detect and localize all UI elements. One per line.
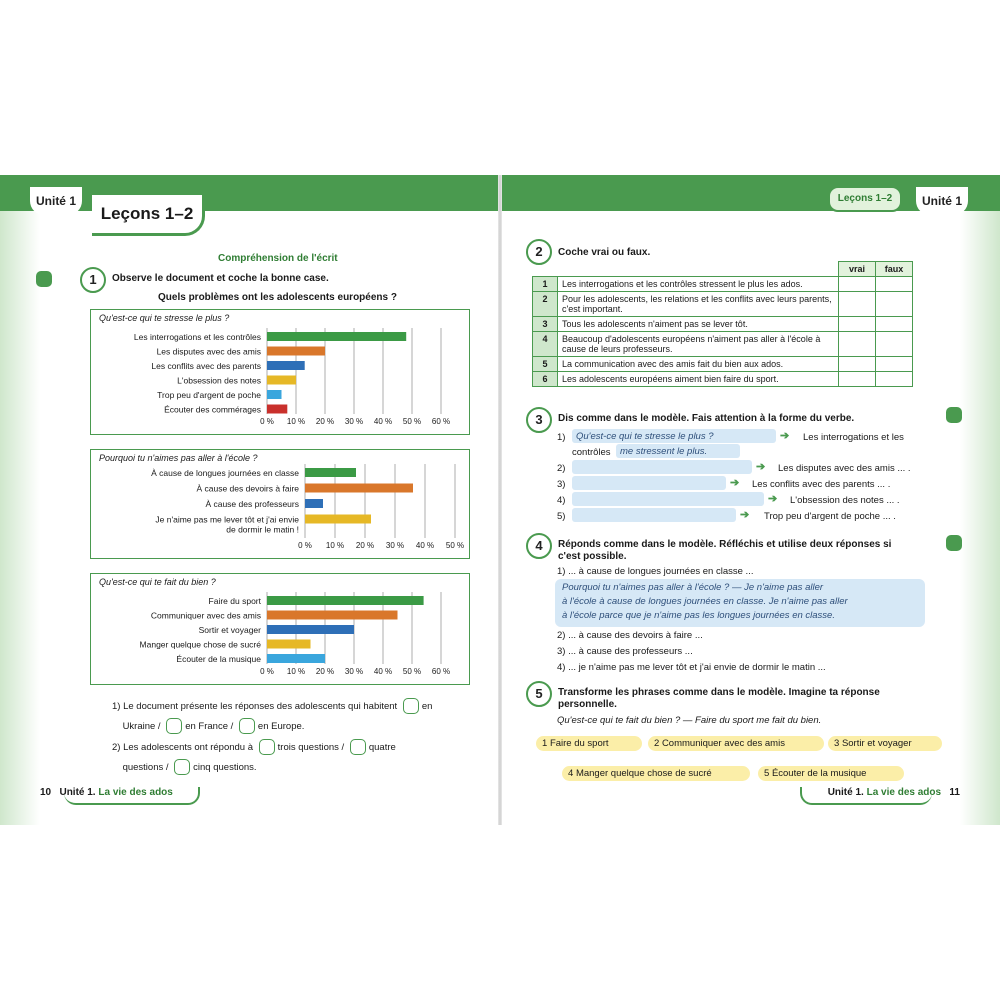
faux-cell[interactable]: [876, 292, 913, 317]
bar: [305, 484, 413, 493]
row-text: La communication avec des amis fait du bien aux ados.: [558, 357, 839, 372]
row-text: Pour les adolescents, les relations et les conflits avec leurs parents, c'est important.: [558, 292, 839, 317]
ex3-answer-field[interactable]: [572, 460, 752, 474]
faux-cell[interactable]: [876, 317, 913, 332]
ex5-item-text: Manger quelque chose de sucré: [575, 768, 712, 779]
section-heading: Compréhension de l'écrit: [218, 253, 338, 264]
footer-unit-left: Unité 1.: [59, 787, 96, 798]
ex3-answer-field[interactable]: [572, 476, 726, 490]
page-gutter: [498, 175, 502, 825]
tick-label: 20 %: [315, 417, 335, 426]
category-label: Manger quelque chose de sucré: [139, 639, 261, 650]
ex3-item-num: 4): [557, 495, 566, 506]
bar: [267, 361, 305, 370]
chart-stress: [90, 309, 470, 435]
tick-label: 30 %: [344, 417, 364, 426]
bar: [267, 640, 311, 649]
footer-title-right: La vie des ados: [866, 787, 942, 798]
ex5-model: Qu'est-ce qui te fait du bien ? — Faire du sport me fait du bien.: [557, 715, 822, 726]
ex3-answer-field[interactable]: [572, 508, 736, 522]
q2-questions: questions /: [122, 762, 169, 773]
category-label: Faire du sport: [208, 596, 261, 606]
ex4-model-line1: Pourquoi tu n'aimes pas aller à l'école ? — Je n'aime pas aller: [562, 582, 824, 593]
category-label: À cause de longues journées en classe: [151, 468, 299, 478]
checkbox-ukraine[interactable]: [403, 698, 419, 714]
q2-quatre: quatre: [368, 742, 396, 753]
faux-cell[interactable]: [876, 277, 913, 292]
bar: [267, 596, 424, 605]
ex3-item-num: 5): [557, 511, 566, 522]
chart-school: [90, 449, 470, 559]
tick-label: 0 %: [298, 541, 312, 550]
checkbox-cinq[interactable]: [174, 759, 190, 775]
footer-title-left: La vie des ados: [98, 787, 173, 798]
category-label: Sortir et voyager: [198, 625, 261, 635]
exercise-2-instruction: Coche vrai ou faux.: [558, 247, 651, 258]
row-text: Beaucoup d'adolescents européens n'aiment pas aller à l'école à cause de leurs professeurs.: [558, 332, 839, 357]
right-margin-fade: [960, 211, 1000, 825]
category-label: Communiquer avec des amis: [150, 610, 261, 621]
q1-ukraine: Ukraine /: [122, 721, 161, 732]
ex3-item-text: Les disputes avec des amis ... .: [778, 463, 911, 474]
tick-label: 50 %: [402, 417, 422, 426]
faux-cell[interactable]: [876, 357, 913, 372]
footer-underline-left: [64, 787, 200, 805]
row-text: Les interrogations et les contrôles stressent le plus les ados.: [558, 277, 839, 292]
bar: [267, 347, 325, 356]
bar: [305, 515, 371, 524]
tick-label: 40 %: [415, 541, 435, 550]
bar: [267, 332, 406, 341]
vrai-cell[interactable]: [839, 317, 876, 332]
row-number: 3: [533, 317, 558, 332]
vrai-cell[interactable]: [839, 372, 876, 387]
category-label: Trop peu d'argent de poche: [157, 390, 261, 400]
category-label: Les interrogations et les contrôles: [133, 332, 261, 342]
page-number-right: 11: [949, 787, 960, 798]
bar: [267, 376, 296, 385]
question-2-text: 2) Les adolescents ont répondu à: [112, 742, 254, 753]
bar: [267, 611, 398, 620]
ex5-item-num: 3: [834, 738, 840, 749]
exercise-number-2: 2: [526, 239, 552, 265]
category-label: Écouter des commérages: [164, 404, 261, 415]
faux-header: faux: [876, 262, 913, 277]
tick-label: 50 %: [402, 667, 422, 676]
ex4-line1: 1) ... à cause de longues journées en classe ...: [557, 566, 754, 577]
category-label: L'obsession des notes: [177, 375, 261, 386]
ex5-item: [648, 736, 824, 751]
arrow-icon: ➔: [768, 493, 778, 505]
tick-label: 40 %: [373, 417, 393, 426]
faux-cell[interactable]: [876, 332, 913, 357]
vrai-cell[interactable]: [839, 292, 876, 317]
ex3-item-text: Trop peu d'argent de poche ... .: [764, 511, 896, 522]
left-margin-fade: [0, 211, 40, 825]
ex3-answer-field[interactable]: [572, 492, 764, 506]
checkbox-trois[interactable]: [259, 739, 275, 755]
question-1-text: 1) Le document présente les réponses des adolescents qui habitent: [112, 701, 398, 712]
ex5-item-text: Sortir et voyager: [841, 738, 912, 749]
ex3-item-text: Les conflits avec des parents ... .: [752, 479, 891, 490]
bar: [267, 405, 287, 414]
tick-label: 0 %: [260, 667, 274, 676]
exercise-number-4: 4: [526, 533, 552, 559]
unit-tab-right: Unité 1: [916, 187, 968, 215]
footer-unit-right: Unité 1.: [827, 787, 864, 798]
ex5-item-num: 2: [654, 738, 660, 749]
ex5-item: [758, 766, 904, 781]
ex4-line4: 4) ... je n'aime pas me lever tôt et j'ai envie de dormir le matin ...: [557, 662, 826, 673]
row-number: 2: [533, 292, 558, 317]
page-number-left: 10: [40, 787, 52, 798]
category-label: À cause des professeurs: [205, 499, 299, 509]
tick-label: 20 %: [355, 541, 375, 550]
row-number: 4: [533, 332, 558, 357]
category-label: Les disputes avec des amis: [156, 346, 261, 357]
tick-label: 30 %: [344, 667, 364, 676]
q1-en: en: [421, 701, 433, 712]
book-icon: [36, 271, 52, 287]
vrai-cell[interactable]: [839, 332, 876, 357]
chart-title: Qu'est-ce qui te stresse le plus ?: [99, 313, 230, 323]
chart-title: Qu'est-ce qui te fait du bien ?: [99, 577, 216, 587]
tick-label: 20 %: [315, 667, 335, 676]
true-false-table: [532, 261, 913, 387]
ex4-line2: 2) ... à cause des devoirs à faire ...: [557, 630, 703, 641]
ex5-item-text: Écouter de la musique: [771, 768, 867, 779]
ex5-item-text: Faire du sport: [549, 738, 609, 749]
checkbox-france[interactable]: [166, 718, 182, 734]
bar: [267, 390, 282, 399]
bar: [267, 654, 325, 663]
ex4-model-line3: à l'école parce que je n'aime pas les longues journées en classe.: [562, 610, 835, 621]
question-1: [112, 697, 472, 737]
ex3-line1-answer: Les interrogations et les: [803, 432, 904, 443]
ex4-model-line2: à l'école à cause de longues journées en classe. Je n'aime pas aller: [562, 596, 848, 607]
ex5-item: [536, 736, 642, 751]
category-label: Les conflits avec des parents: [151, 361, 261, 371]
vrai-cell[interactable]: [839, 277, 876, 292]
exercise-1-instruction: Observe le document et coche la bonne case.: [112, 273, 329, 284]
ex3-line1-question: Qu'est-ce qui te stresse le plus ?: [576, 431, 714, 442]
ex3-line1b-hand: me stressent le plus.: [620, 446, 708, 457]
bar: [267, 625, 354, 634]
tick-label: 10 %: [286, 417, 306, 426]
exercise-1-question: Quels problèmes ont les adolescents européens ?: [158, 292, 397, 303]
row-number: 6: [533, 372, 558, 387]
footer-underline-right: [800, 787, 932, 805]
chart-title: Pourquoi tu n'aimes pas aller à l'école ?: [99, 453, 258, 463]
ex3-item-text: L'obsession des notes ... .: [790, 495, 900, 506]
category-label: À cause des devoirs à faire: [196, 483, 299, 494]
row-number: 5: [533, 357, 558, 372]
q1-europe: en Europe.: [257, 721, 305, 732]
textbook-spread: [0, 175, 1000, 825]
lessons-title: Leçons 1–2: [92, 195, 205, 236]
arrow-icon: ➔: [756, 461, 766, 473]
exercise-number-3: 3: [526, 407, 552, 433]
tick-label: 50 %: [445, 541, 465, 550]
tick-label: 60 %: [431, 667, 451, 676]
category-label: de dormir le matin !: [226, 524, 299, 535]
question-2: [112, 738, 472, 778]
ex5-item: [828, 736, 942, 751]
row-text: Les adolescents européens aiment bien faire du sport.: [558, 372, 839, 387]
ex5-item-num: 1: [542, 738, 548, 749]
faux-cell[interactable]: [876, 372, 913, 387]
tick-label: 30 %: [385, 541, 405, 550]
lessons-tab-right: Leçons 1–2: [828, 186, 902, 212]
q2-trois: trois questions /: [277, 742, 345, 753]
row-number: 1: [533, 277, 558, 292]
q2-cinq: cinq questions.: [193, 762, 257, 773]
chart-wellbeing: [90, 573, 470, 685]
tick-label: 60 %: [431, 417, 451, 426]
vrai-header: vrai: [839, 262, 876, 277]
unit-tab-left: Unité 1: [30, 187, 82, 215]
ex5-item-num: 4: [568, 768, 574, 779]
tick-label: 0 %: [260, 417, 274, 426]
ex3-line1b: contrôles: [572, 447, 611, 458]
ex3-item-num: 2): [557, 463, 566, 474]
ex5-item: [562, 766, 750, 781]
exercise-5-instruction: Transforme les phrases comme dans le modèle. Imagine ta réponse personnelle.: [558, 687, 880, 710]
ex5-item-num: 5: [764, 768, 770, 779]
tick-label: 40 %: [373, 667, 393, 676]
ex3-line1-num: 1): [557, 432, 566, 443]
category-label: Écouter de la musique: [176, 654, 261, 664]
ex3-item-num: 3): [557, 479, 566, 490]
checkbox-quatre[interactable]: [350, 739, 366, 755]
exercise-3-instruction: Dis comme dans le modèle. Fais attention à la forme du verbe.: [558, 413, 855, 424]
checkbox-europe[interactable]: [239, 718, 255, 734]
speaking-icon: [946, 407, 962, 423]
row-text: Tous les adolescents n'aiment pas se lever tôt.: [558, 317, 839, 332]
vrai-cell[interactable]: [839, 357, 876, 372]
bar: [305, 468, 356, 477]
arrow-icon: ➔: [780, 430, 790, 442]
tick-label: 10 %: [286, 667, 306, 676]
speaking-icon: [946, 535, 962, 551]
exercise-number-5: 5: [526, 681, 552, 707]
tick-label: 10 %: [325, 541, 345, 550]
arrow-icon: ➔: [730, 477, 740, 489]
q1-france: en France /: [185, 721, 234, 732]
exercise-number-1: 1: [80, 267, 106, 293]
bar: [305, 499, 323, 508]
category-label: Je n'aime pas me lever tôt et j'ai envie: [155, 514, 299, 525]
arrow-icon: ➔: [740, 509, 750, 521]
exercise-4-instruction: Réponds comme dans le modèle. Réfléchis et utilise deux réponses si c'est possible.: [558, 539, 892, 562]
ex4-line3: 3) ... à cause des professeurs ...: [557, 646, 693, 657]
ex5-item-text: Communiquer avec des amis: [661, 738, 785, 749]
